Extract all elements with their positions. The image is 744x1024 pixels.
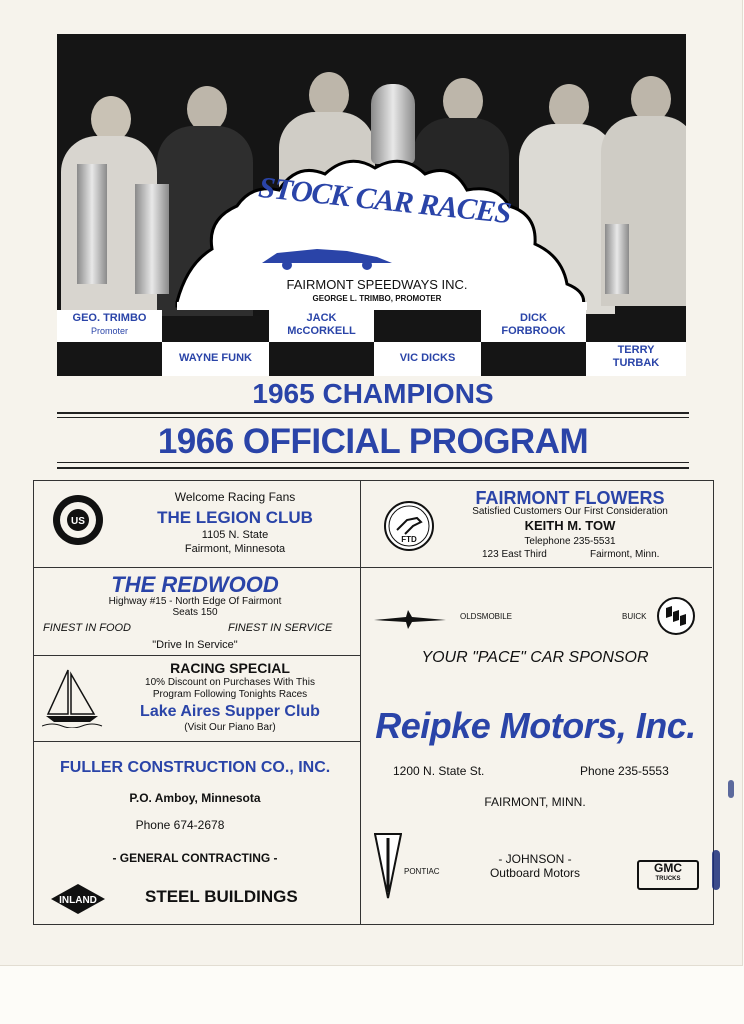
- champions-photo: [57, 34, 686, 376]
- divider: [57, 467, 689, 469]
- grid-divider: [33, 655, 361, 656]
- name-wayne-funk: WAYNE FUNK: [164, 347, 267, 369]
- sailboat-icon: [42, 666, 112, 728]
- fuller-address: P.O. Amboy, Minnesota: [129, 791, 261, 805]
- reipke-phone: Phone 235-5553: [580, 764, 669, 778]
- redwood-seats: Seats 150: [172, 607, 218, 618]
- pontiac-label: PONTIAC: [404, 867, 440, 876]
- inland-logo-icon: [50, 883, 106, 915]
- legion-welcome: Welcome Racing Fans: [174, 490, 296, 504]
- flowers-city: Fairmont, Minn.: [590, 549, 660, 560]
- american-legion-emblem-icon: [52, 494, 104, 546]
- svg-text:FTD: FTD: [401, 535, 417, 544]
- company-name: FAIRMONT SPEEDWAYS INC.: [286, 277, 468, 292]
- reipke-address: 1200 N. State St.: [393, 764, 485, 778]
- promoter-line: GEORGE L. TRIMBO, PROMOTER: [312, 294, 442, 303]
- flowers-tagline: Satisfied Customers Our First Consideration: [472, 506, 668, 517]
- fuller-general: - GENERAL CONTRACTING -: [112, 851, 278, 865]
- lake-aires-name: Lake Aires Supper Club: [140, 703, 320, 720]
- flowers-address: 123 East Third: [482, 549, 547, 560]
- flowers-name: FAIRMONT FLOWERS: [475, 488, 665, 508]
- oldsmobile-label: OLDSMOBILE: [460, 612, 513, 621]
- redwood-service: FINEST IN SERVICE: [228, 622, 333, 634]
- pontiac-arrowhead-icon: [374, 832, 402, 900]
- name-dick-forbrook: DICK FORBROOK: [483, 312, 584, 340]
- divider: [57, 412, 689, 414]
- flowers-owner: KEITH M. TOW: [524, 518, 616, 533]
- name-geo-trimbo: GEO. TRIMBO Promoter: [59, 312, 160, 340]
- lake-aires-bar: (Visit Our Piano Bar): [184, 722, 276, 733]
- ink-mark: [728, 780, 734, 798]
- lake-aires-discount: 10% Discount on Purchases With This: [145, 677, 315, 688]
- legion-city: Fairmont, Minnesota: [184, 543, 286, 555]
- oldsmobile-rocket-icon: [372, 608, 448, 630]
- fuller-steel: STEEL BUILDINGS: [145, 887, 298, 906]
- lake-aires-discount-2: Program Following Tonights Races: [152, 689, 308, 700]
- banner-title: STOCK CAR RACES: [257, 170, 513, 231]
- redwood-name: THE REDWOOD: [111, 572, 279, 597]
- ink-mark: [712, 850, 720, 890]
- name-terry-turbak: TERRY TURBAK: [588, 344, 684, 374]
- grid-divider: [33, 741, 361, 742]
- legion-name: THE LEGION CLUB: [157, 508, 313, 527]
- grid-divider: [33, 567, 712, 568]
- gmc-trucks-logo: GMC TRUCKS: [637, 860, 699, 890]
- flowers-phone: Telephone 235-5531: [524, 536, 616, 547]
- divider: [57, 462, 689, 463]
- buick-tri-shield-icon: [656, 596, 696, 636]
- name-jack-mccorkell: JACK McCORKELL: [271, 312, 372, 340]
- grid-divider: [360, 480, 361, 925]
- race-car-icon: [257, 239, 397, 271]
- reipke-name: Reipke Motors, Inc.: [375, 705, 696, 746]
- redwood-food: FINEST IN FOOD: [43, 622, 131, 634]
- champions-heading: 1965 CHAMPIONS: [252, 378, 494, 409]
- ftd-logo-icon: [383, 500, 435, 552]
- reipke-pace: YOUR "PACE" CAR SPONSOR: [421, 649, 649, 666]
- svg-text:US: US: [71, 516, 85, 527]
- buick-label: BUICK: [622, 612, 647, 621]
- reipke-johnson: - JOHNSON -: [498, 852, 572, 866]
- fuller-phone: Phone 674-2678: [135, 818, 225, 832]
- reipke-outboard: Outboard Motors: [489, 866, 581, 880]
- reipke-city: FAIRMONT, MINN.: [484, 795, 586, 809]
- redwood-location: Highway #15 - North Edge Of Fairmont: [108, 596, 282, 607]
- name-vic-dicks: VIC DICKS: [376, 347, 479, 369]
- legion-address: 1105 N. State: [201, 529, 269, 541]
- divider: [57, 417, 689, 418]
- redwood-drive-in: "Drive In Service": [152, 639, 238, 651]
- svg-text:INLAND: INLAND: [59, 895, 97, 906]
- lake-aires-special: RACING SPECIAL: [170, 660, 290, 676]
- fuller-name: FULLER CONSTRUCTION CO., INC.: [60, 759, 331, 776]
- program-title: 1966 OFFICIAL PROGRAM: [157, 422, 589, 461]
